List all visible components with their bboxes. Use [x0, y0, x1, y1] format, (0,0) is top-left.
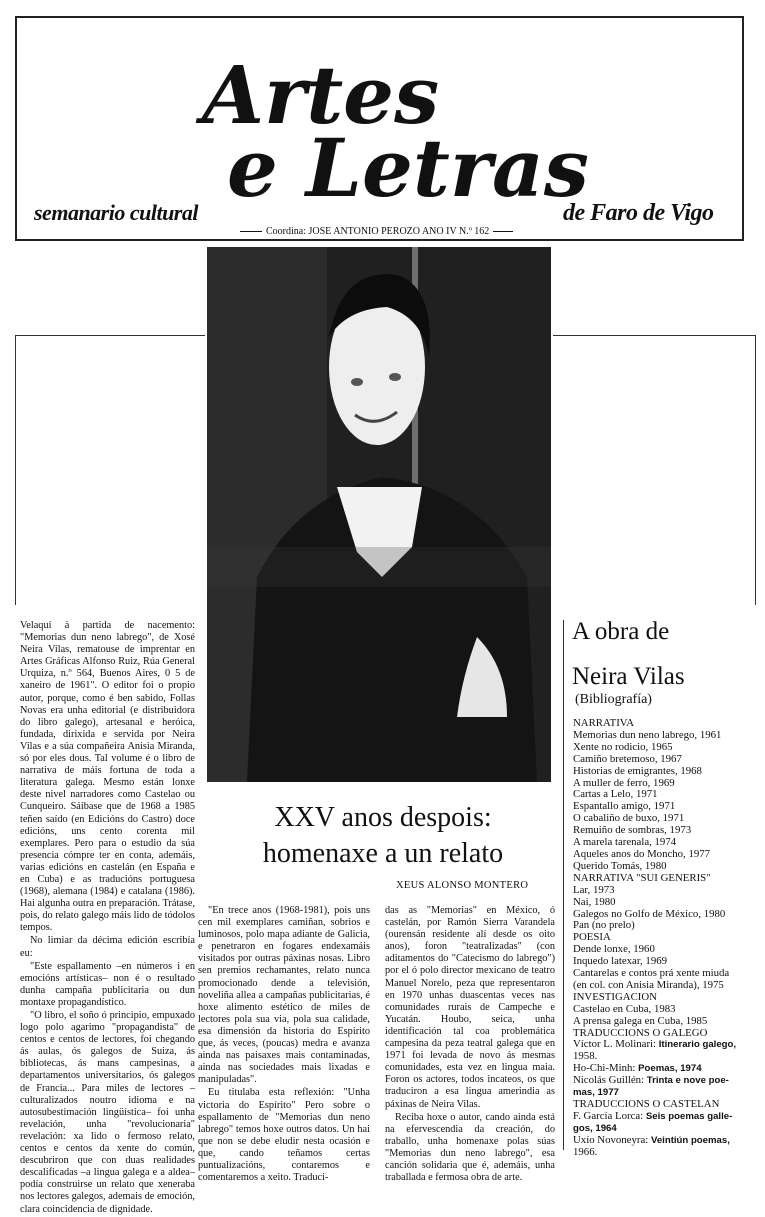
- article-headline: [208, 800, 558, 872]
- col1-para-2: No limiar da décima edición escribía eu:: [20, 935, 195, 959]
- artes-e-letras-logo: [17, 18, 746, 223]
- col1-para-3: "Este espallamento –en números i en emocións artísticas– non é o resultado dunha campaña publicitaria ou dun montaxe propagandístico.: [20, 960, 195, 1008]
- rule-left: [240, 231, 262, 232]
- bibliography-entry-text: A marela tarenala, 1974: [573, 836, 677, 849]
- bibliography-entry-title: Veintiún poemas,: [650, 1134, 730, 1146]
- col3-para-1: das as "Memorias" en México, ó castelán, por Ramón Sierra Varandela (ourensán residente alí desde os oito anos), foron "teatralizadas" (con aditamentos do "Catecismo do labrego") por el ó polo director mexicano de teatro Manuel Norelo, peza que representaron en 1970 unhas duascentas veces nas comunidades rurais de Campeche e Yucatán. Houbo, seica, unha identificación tal coa problemática campesina da peza teatral galega que en 1971 foi levada de novo ás mesmas comunidades, esta vez en lingua maia. Foron os actores, todos incateos, os que traduciron a esa lingua amerindia as páxinas de Neira Vilas.: [385, 905, 555, 1110]
- bibliography-entry-title: Trinta e nove poe-: [646, 1075, 729, 1087]
- logo-line1: Artes: [202, 48, 440, 142]
- article-author: XEUS ALONSO MONTERO: [396, 880, 529, 891]
- bibliography-entry-text: Uxío Novoneyra:: [573, 1133, 651, 1146]
- coordination-line: [240, 226, 550, 238]
- col2-para-2: Eu titulaba esta reflexión: "Unha victoria do Espírito" Pero sobre o espallamento de "Memorias dun neno labrego" temos hoxe outros datos. Un hai que non se debe eludir nesta ocasión e que, cando teñamos certas puntualizacións, contaremos e comentaremos a xeito. Traduci-: [198, 1087, 370, 1184]
- bibliography-entry-text: F. García Lorca:: [573, 1109, 646, 1122]
- article-column-1: [20, 620, 195, 1217]
- bibliography-entry-text: POESIA: [573, 931, 611, 944]
- bibliography-entry: [573, 1111, 753, 1123]
- bibliography-entry-text: Memorias dun neno labrego, 1961: [573, 728, 722, 741]
- logo-line2: e Letras: [227, 121, 589, 215]
- bibliography-entry-text: Inquedo latexar, 1969: [573, 955, 668, 968]
- bibliography-entry: [573, 1135, 753, 1147]
- bibliography-entry-text: Remuiño de sombras, 1973: [573, 824, 692, 837]
- bibliography-entry-text: NARRATIVA: [573, 717, 634, 729]
- vrule-right: [755, 335, 756, 605]
- col1-para-4: "O libro, el soño ó principio, empuxado logo polo agarimo "propagandista" de centos e centos de lectores, foi chegando ás aulas, ós galegos de Suiza, ás bibliotecas, ás mans campesinas, a departamentos universitarios, ós galegos de Francia... Para miles de lectores –culturalizados noutro idioma e na autosubestimación lingüística– foi unha revelación, unha "revolucionaria" revelación: xa lido o fermoso relato, centos e centos da xente do común, descubriron que con duas realidades descalificadas –a lingua galega e a aldea– podía construirse un relato que xeneraba nos lectores galegos, ademais de emoción, clara coincidencia de dignidade.: [20, 1010, 195, 1215]
- rule-right-top: [553, 335, 755, 336]
- issue-number: ANO IV N.º 162: [421, 226, 490, 237]
- author-photo: [207, 247, 551, 782]
- bibliography-entry-text: (en col. con Anisia Miranda), 1975: [573, 978, 724, 991]
- tagline-left: semanario cultural: [34, 200, 198, 225]
- bibliography-entry-text: NARRATIVA "SUI GENERIS": [573, 871, 711, 884]
- bibliography-entry-text: 1966.: [573, 1145, 598, 1158]
- bibliography-subtitle: (Bibliografía): [575, 692, 652, 707]
- bibliography-entry-title: gos, 1964: [573, 1122, 617, 1134]
- bibliography-entry-text: Dende lonxe, 1960: [573, 943, 655, 956]
- bibliography-entry-text: Castelao en Cuba, 1983: [573, 1002, 676, 1015]
- bibliography-entry-text: O cabaliño de buxo, 1971: [573, 812, 685, 825]
- portrait-drawing: [207, 247, 551, 782]
- vrule-biblio: [563, 620, 564, 1150]
- bibliography-entry-text: Nicolás Guillén:: [573, 1074, 647, 1087]
- bibliography-entry-text: Cantarelas e contos prá xente miuda: [573, 967, 730, 980]
- bibliography-entry-text: INVESTIGACION: [573, 990, 657, 1003]
- bibliography-entry-text: Nai, 1980: [573, 895, 616, 908]
- vrule-left: [15, 335, 16, 605]
- coordina-name: JOSE ANTONIO PEROZO: [308, 226, 420, 237]
- bibliography-entry-text: 1958.: [573, 1050, 598, 1063]
- bibliography-entry-text: Víctor L. Molinari:: [573, 1038, 659, 1051]
- bibliography-entry-text: Querido Tomás, 1980: [573, 859, 667, 872]
- bibliography-entry-title: mas, 1977: [573, 1087, 619, 1099]
- rule-left-top: [15, 335, 205, 336]
- bibliography-entry-text: Cartas a Lelo, 1971: [573, 788, 658, 801]
- bibliography-entry: [573, 1147, 753, 1159]
- article-column-2: [198, 905, 370, 1185]
- bibliography-list: [573, 718, 753, 1159]
- bibliography-entry-text: TRADUCCIONS O GALEGO: [573, 1026, 708, 1039]
- bibliography-entry-title: Itinerario galego,: [658, 1039, 737, 1051]
- headline-line2: homenaxe a un relato: [262, 838, 504, 869]
- bibliography-entry-text: Galegos no Golfo de México, 1980: [573, 907, 726, 920]
- bibliography-entry: [573, 1039, 753, 1051]
- bibliography-entry-text: Xente no rodicio, 1965: [573, 740, 673, 753]
- coordina-label: Coordina:: [266, 226, 306, 237]
- bibliography-entry-text: Historias de emigrantes, 1968: [573, 764, 702, 777]
- bibliography-title: [572, 609, 685, 699]
- bibliography-entry-text: A muller de ferro, 1969: [573, 776, 675, 789]
- bibliography-entry-title: Seis poemas galle-: [645, 1110, 733, 1122]
- bibliography-entry-text: Camiño bretemoso, 1967: [573, 752, 682, 765]
- bibliography-entry-text: Pan (no prelo): [573, 919, 635, 932]
- bibliography-entry-text: Ho-Chi-Minh:: [573, 1062, 639, 1075]
- bibliography-entry-title: Poemas, 1974: [638, 1063, 702, 1075]
- bibliography-entry-text: TRADUCCIONS O CASTELAN: [573, 1098, 720, 1110]
- col1-para-1: Velaquí à partida de nacemento: "Memorias dun neno labrego", de Xosé Neira Vilas, rematouse de imprentar en Artes Gráficas Alfonso Ruiz, Rúa General Urquiza, n.º 564, Buenos Aires, 0 5 de xaneiro de 1961". O editor foi o propio autor, porque, como é ben sabido, Follas Novas era unha editorial (e distribuidora do libro galego), artesanal e heróica, fundada, dirixida e servida por Neira Vilas e a súa compañeira Anisia Miranda, só por eles dous. Tal volume é o libro de narrativa de máis fortuna de toda a literatura galega. Mesmo están lonxe deste nivel narradores como Castelao ou Cunqueiro. Sáibase que de 1968 a 1985 teñen saído (en Edicións do Castro) doce edicións, uns cento corenta mil exemplares. Pero para o estudio da súa presencia cómpre ter en conta, ademáis, varias edicións en castelán (en España e en Cuba) e as traducións portuguesa (1968), alemana (1984) e catalana (1986). Hai algunha outra en preparación. Trátase, pois, do relato galego máis lido de tódolos tempos.: [20, 620, 195, 934]
- bibliography-entry-text: A prensa galega en Cuba, 1985: [573, 1014, 708, 1027]
- col3-para-2: Reciba hoxe o autor, cando ainda está na efervescendia da creación, do traballo, unha homenaxe polas súas "Memorias dun neno labrego", esa canción solidaria que é, ademáis, unha traballada e fermosa obra de arte.: [385, 1111, 555, 1184]
- tagline-right: de Faro de Vigo: [563, 200, 714, 226]
- bibliography-entry-text: Espantallo amigo, 1971: [573, 800, 676, 813]
- bibliography-entry: [573, 1075, 753, 1087]
- bibliography-entry-text: Lar, 1973: [573, 883, 615, 896]
- headline-line1: XXV anos despois:: [274, 802, 492, 833]
- col2-para-1: "En trece anos (1968-1981), pois uns cen mil exemplares camiñan, sobrios e luminosos, polo mapa adiante de Galicia, e penetraron en fogares endexamáis visitados por outras páxinas nosas. Libro sen premios rechamantes, relato nunca promocionado dende a televisión, noveliña allea a campañas publicitarias, é hoxe alimento estético de miles de lectores pola sua via, pola sua calidade, esa dimensión da historia do Espírito que, ás veces, (poucas) medra e avanza ainda nas paisaxes mais contaminadas, ainda nas sociedades mais lixadas e manipuladas".: [198, 905, 370, 1086]
- rule-right: [493, 231, 513, 232]
- article-column-3: [385, 905, 555, 1185]
- bibliography-entry-text: Aqueles anos do Moncho, 1977: [573, 847, 711, 860]
- bibliography-title-line2: Neira Vilas: [572, 663, 685, 690]
- bibliography-title-line1: A obra de: [572, 618, 670, 645]
